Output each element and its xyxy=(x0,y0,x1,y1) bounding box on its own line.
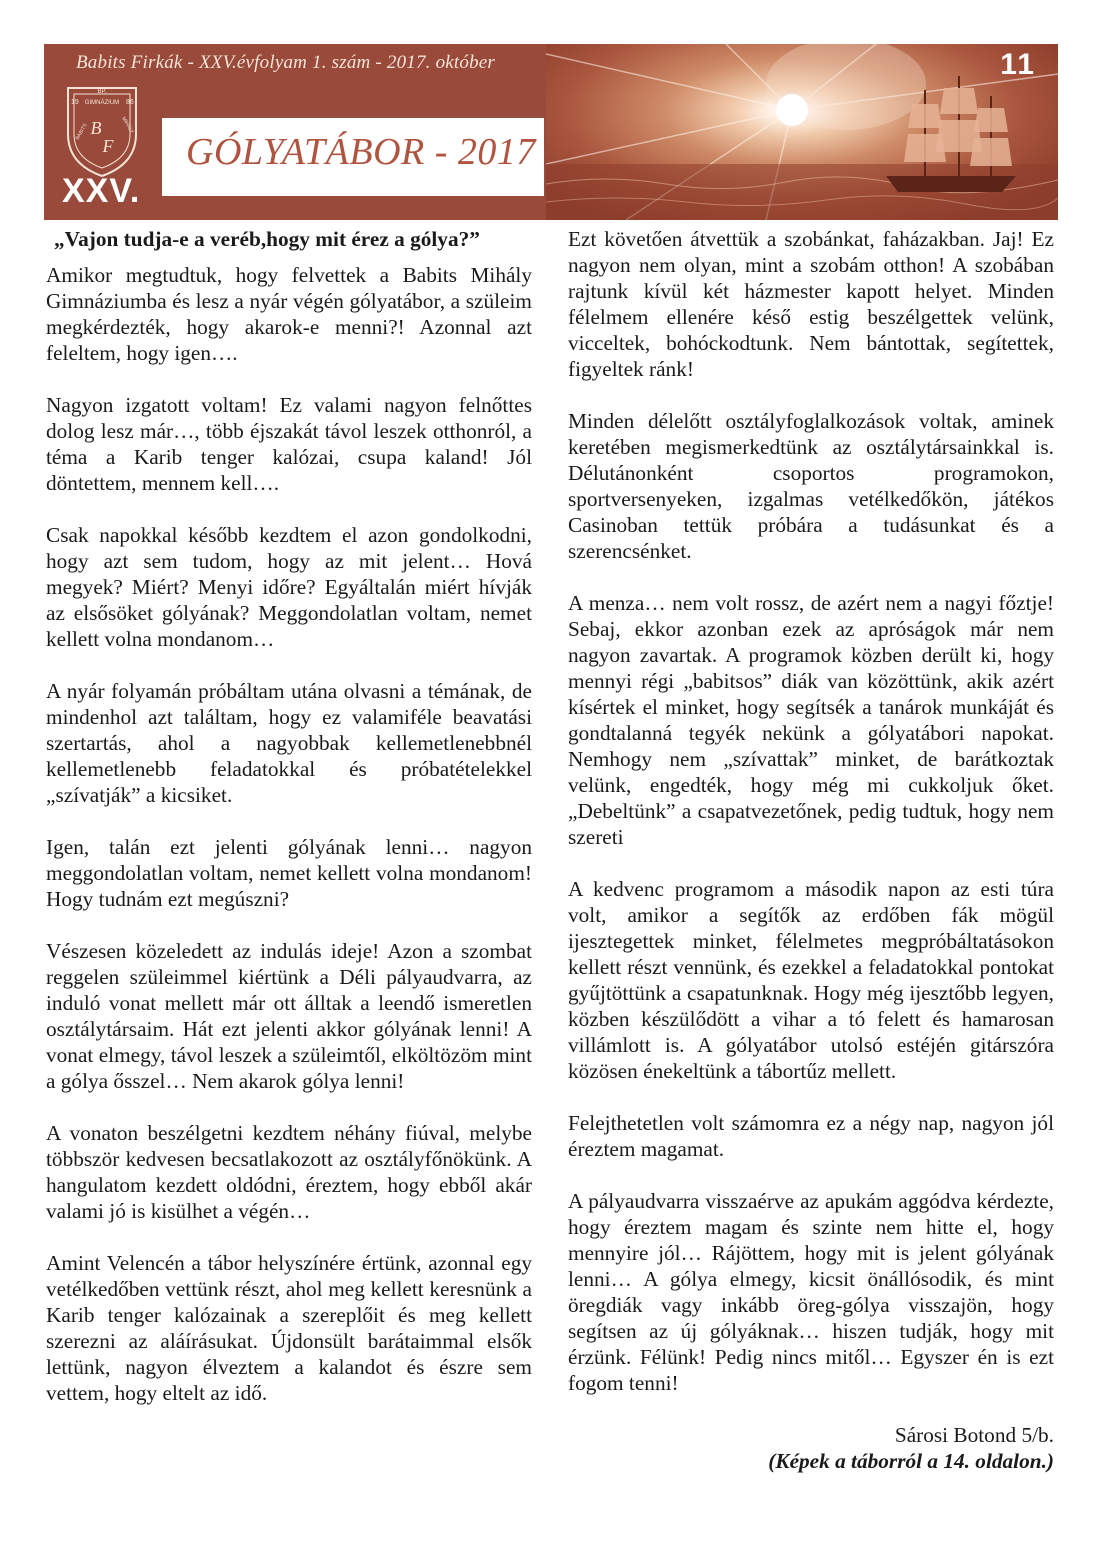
paragraph: Amint Velencén a tábor helyszínére értünk, azonnal egy vetélkedőben vettünk részt, ahol meg kellett keresnünk a Karib tenger kalózainak a szereplőit és meg kellett szerezni az aláírásukat. Újdonsült barátaimmal elsők lettünk, nagyon élveztem a kalandot és észre sem vettem, hogy eltelt az idő. xyxy=(46,1251,532,1405)
paragraph: A nyár folyamán próbáltam utána olvasni a témának, de mindenhol azt találtam, hogy ez valamiféle beavatási szertartás, ahol a nagyobbak kellemetlenebbnél kellemetlenebb feladatokkal és próbatételekkel „szívatják” a kicsiket. xyxy=(46,679,532,807)
paragraph: Csak napokkal később kezdtem el azon gondolkodni, hogy azt sem tudom, hogy az mit jelent… Hová megyek? Miért? Menyi időre? Egyáltalán miért hívják az elsősöket gólyának? Meggondolatlan voltam, nemet kellett volna mondanom… xyxy=(46,523,532,651)
paragraph: Minden délelőtt osztályfoglalkozások voltak, aminek keretében megismerkedtünk az osztálytársainkkal is. Délutánonként csoportos programokon, sportversenyeken, izgalmas vetélkedőkön, játékos Casinoban tettük próbára a tudásunkat és a szerencsénket. xyxy=(568,409,1054,563)
paragraph: A menza… nem volt rossz, de azért nem a nagyi főztje! Sebaj, ekkor azonban ezek az apróságok már nem nagyon zavartak. A programok közben derült ki, hogy mennyi régi „babitsos” diák van közöttünk, akik azért kísértek el minket, hogy segítsék a tanárok munkáját és gondtalanná tegyék nekünk a gólyatábori napokat. Nemhogy nem „szívattak” minket, de barátkoztak velünk, engedték, hogy még mi cukkoljuk őket. „Debeltünk” a csapatvezetőnek, pedig tudtuk, hogy nem szereti xyxy=(568,591,1054,849)
issue-line: Babits Firkák - XXV.évfolyam 1. szám - 2017. október xyxy=(76,52,496,73)
paragraph: Amikor megtudtuk, hogy felvettek a Babits Mihály Gimnáziumba és lesz a nyár végén gólyatábor, a szüleim megkérdezték, hogy akarok-e menni?! Azonnal azt feleltem, hogy igen…. xyxy=(46,263,532,365)
page-number: 11 xyxy=(1000,48,1036,81)
school-crest-logo xyxy=(62,82,142,180)
paragraph: Igen, talán ezt jelenti gólyának lenni… nagyon meggondolatlan voltam, nemet kellett volna mondanom! Hogy tudnám ezt megúszni? xyxy=(46,835,532,911)
banner-image-panel xyxy=(546,44,1058,220)
section-title: GÓLYATÁBOR - 2017 xyxy=(186,131,536,173)
crest-letter-b: B xyxy=(90,118,102,138)
article-heading: „Vajon tudja-e a veréb,hogy mit érez a gólya?” xyxy=(54,227,480,251)
crest-year-right: 86 xyxy=(126,99,134,106)
crest-left-text: BABITS xyxy=(74,122,89,141)
banner-left-panel xyxy=(44,44,546,220)
author-signature: Sárosi Botond 5/b. xyxy=(894,1423,1054,1447)
article-column-right xyxy=(568,226,1054,1474)
crest-letter-f: F xyxy=(102,136,114,156)
sun-flare xyxy=(776,94,808,126)
paragraph: Vészesen közeledett az indulás ideje! Azon a szombat reggelen szüleimmel kiértünk a Déli pályaudvarra, az induló vonat mellett már ott álltak a leendő ismeretlen osztálytársaim. Hát ezt jelenti akkor gólyának lenni! A vonat elmegy, távol leszek a szüleimtől, elköltözöm mint a gólya ősszel… Nem akarok gólya lenni! xyxy=(46,939,532,1093)
paragraph: Felejthetetlen volt számomra ez a négy nap, nagyon jól éreztem magamat. xyxy=(568,1111,1054,1161)
sunburst-ship-illustration xyxy=(546,44,1058,220)
paragraph: A pályaudvarra visszaérve az apukám aggódva kérdezte, hogy éreztem magam és szinte nem hitte el, hogy mennyire jól… Rájöttem, hogy mit is jelent gólyának lenni… A gólya elmegy, kicsit önállósodik, és mint öregdiák vagy inkább öreg-gólya visszajön, hogy segítsen az új gólyáknak… hiszen tudják, hogy mit érzünk. Félünk! Pedig nincs mitől… Egyszer én is ezt fogom tenni! xyxy=(568,1189,1054,1395)
crest-right-text: MIHÁLY xyxy=(120,116,135,135)
article-column-left xyxy=(46,226,532,1432)
title-box xyxy=(162,118,544,196)
volume-mark: XXV. xyxy=(62,172,141,210)
photo-note: (Képek a táborról a 14. oldalon.) xyxy=(768,1449,1054,1473)
paragraph: Nagyon izgatott voltam! Ez valami nagyon felnőttes dolog lesz már…, több éjszakát távol leszek otthonról, a téma a Karib tenger kalózai, csupa kaland! Jól döntettem, mennem kell…. xyxy=(46,393,532,495)
paragraph: A kedvenc programom a második napon az esti túra volt, amikor a segítők az erdőben fák mögül ijesztegettek minket, félelmetes megpróbáltatásokon kellett részt vennünk, és ezekkel a feladatokkal pontokat gyűjtöttünk a csapatunknak. Hogy még ijesztőbb legyen, közben készülődött a vihar a tó felett és hamarosan villámlott is. A gólyatábor utolsó estéjén gitárszóra közösen énekeltünk a tábortűz mellett. xyxy=(568,877,1054,1083)
header-banner xyxy=(44,44,1058,220)
crest-ring-text: GIMNÁZIUM xyxy=(84,100,120,106)
paragraph: A vonaton beszélgetni kezdtem néhány fiúval, melybe többször kedvesen becsatlakozott az osztályfőnökünk. A hangulatom kezdett oldódni, éreztem, hogy ebből akár valami jó is kisülhet a végén… xyxy=(46,1121,532,1223)
crest-top-text: BP. xyxy=(97,89,107,95)
paragraph: Ezt követően átvettük a szobánkat, faházakban. Jaj! Ez nagyon nem olyan, mint a szobám otthon! A szobában rajtunk kívül két házmester kapott helyet. Minden félelmem ellenére késő estig beszélgettek velünk, vicceltek, bohóckodtunk. Nem bántottak, segítettek, figyeltek ránk! xyxy=(568,227,1054,381)
crest-year-left: 19 xyxy=(71,99,79,106)
